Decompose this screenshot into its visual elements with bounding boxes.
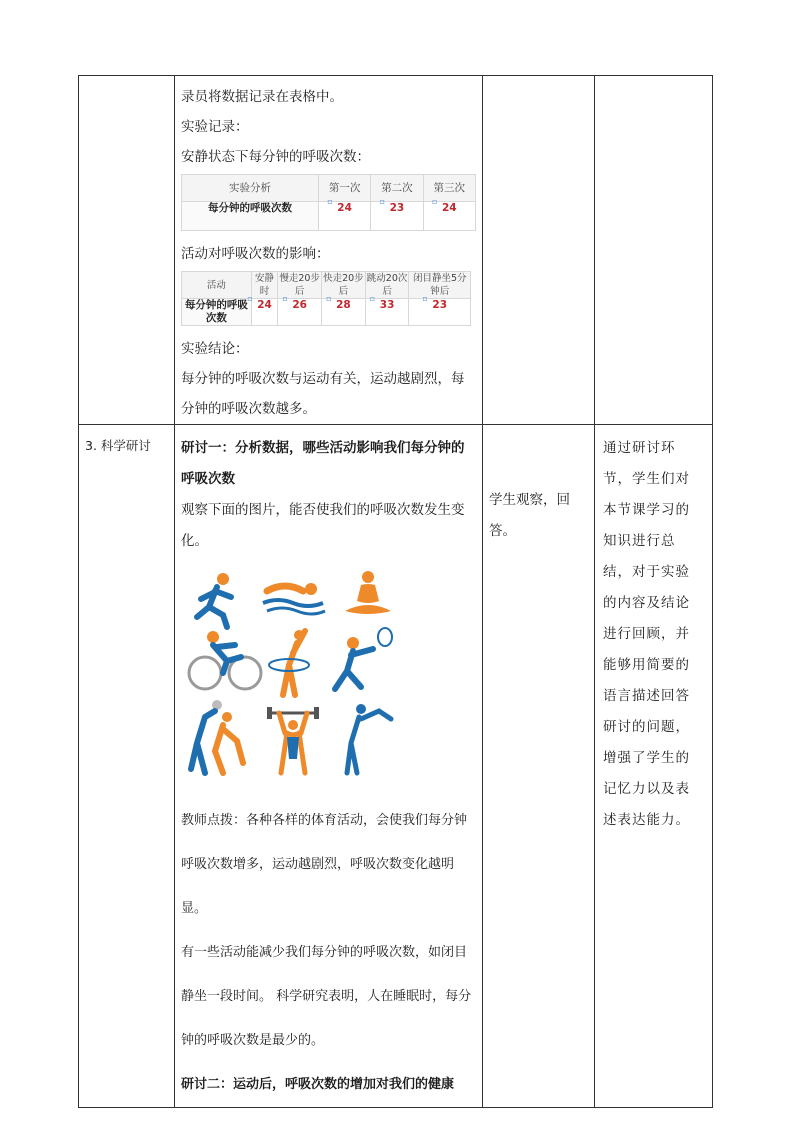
student-activity-cell <box>483 425 595 1108</box>
lesson-plan-table <box>78 75 713 1108</box>
badminton-icon <box>335 628 392 689</box>
observe-prompt: 观察下面的图片，能否使我们的呼吸次数发生变化。 <box>181 502 465 549</box>
empty-intent-cell <box>595 76 713 425</box>
hula-hoop-icon <box>269 630 309 695</box>
record-line: 录员将数据记录在表格中。 <box>181 89 343 105</box>
breath-value: ▫ 28 <box>336 299 351 311</box>
discussion-one-heading: 研讨一：分析数据，哪些活动影响我们每分钟的呼吸次数 <box>181 440 465 487</box>
sports-icons-image <box>183 567 413 787</box>
discussion-two-heading: 研讨二：运动后，呼吸次数的增加对我们的健康 <box>181 1077 455 1092</box>
step-label: 3. 科学研讨 <box>85 438 151 453</box>
student-activity-text: 学生观察，回答。 <box>489 492 570 539</box>
table-header: 活动 <box>182 272 252 299</box>
meditation-icon <box>345 571 391 614</box>
table-header: 慢走20步后 <box>279 273 320 297</box>
empty-student-cell <box>483 76 595 425</box>
rest-activities-text: 有一些活动能减少我们每分钟的呼吸次数，如闭目静坐一段时间。 科学研究表明，人在睡眠时，每分钟的呼吸次数是最少的。 <box>181 945 472 1048</box>
volleyball-icon <box>191 700 243 773</box>
breath-value: ▫ 24 <box>257 299 272 311</box>
running-icon <box>197 573 231 627</box>
breath-value: ▫ 33 <box>380 299 395 311</box>
table-header: 第二次 <box>371 175 423 202</box>
discussion-content-cell <box>175 425 483 1108</box>
table-header: 安静时 <box>251 272 278 299</box>
experiment-record-row <box>79 76 713 425</box>
record-title: 实验记录： <box>181 119 249 135</box>
activity-effect-title: 活动对呼吸次数的影响： <box>181 246 330 262</box>
conclusion-text: 每分钟的呼吸次数与运动有关，运动越剧烈，每分钟的呼吸次数越多。 <box>181 371 465 417</box>
experiment-content-cell <box>175 76 483 425</box>
golf-icon <box>347 704 391 773</box>
breath-value: ▫ 24 <box>337 202 352 214</box>
row-label: 每分钟的呼吸次数 <box>182 202 319 231</box>
rest-breathing-title: 安静状态下每分钟的呼吸次数： <box>181 149 370 165</box>
step-cell <box>79 425 175 1108</box>
science-discussion-row <box>79 425 713 1108</box>
conclusion-title: 实验结论： <box>181 341 249 357</box>
design-intent-cell <box>595 425 713 1108</box>
empty-step-cell <box>79 76 175 425</box>
breath-value: ▫ 23 <box>432 299 447 311</box>
breath-value: ▫ 23 <box>390 202 405 214</box>
breath-value: ▫ 26 <box>292 299 307 311</box>
teacher-tip: 教师点拨：各种各样的体育活动，会使我们每分钟呼吸次数增多，运动越剧烈，呼吸次数变化越明显。 <box>181 813 468 916</box>
table-header: 闭目静坐5分钟后 <box>409 272 471 299</box>
weightlifting-icon <box>267 707 319 773</box>
rest-breathing-table <box>181 174 476 231</box>
swimming-icon <box>263 583 325 614</box>
table-header: 实验分析 <box>182 175 319 202</box>
breath-value: ▫ 24 <box>442 202 457 214</box>
table-header: 第一次 <box>318 175 370 202</box>
table-header: 第三次 <box>423 175 475 202</box>
table-header: 快走20步后 <box>323 273 364 297</box>
design-intent-text: 通过研讨环节，学生们对本节课学习的知识进行总结，对于实验的内容及结论进行回顾，并能够用简要的语言描述回答研讨的问题，增强了学生的记忆力以及表述表达能力。 <box>603 440 690 828</box>
cycling-icon <box>189 631 261 689</box>
table-header: 跳动20次后 <box>366 273 408 297</box>
row-label: 每分钟的呼吸次数 <box>182 299 252 326</box>
activity-breathing-table <box>181 271 471 326</box>
